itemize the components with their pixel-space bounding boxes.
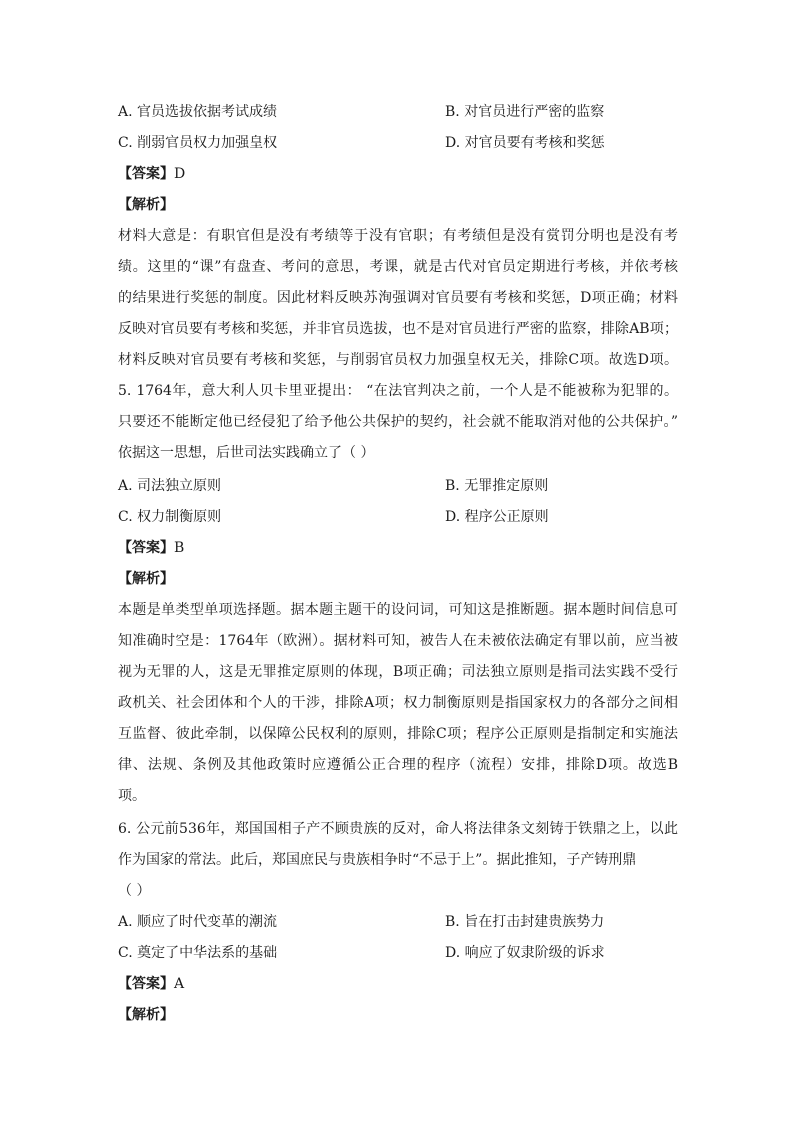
q6-option-a: A. 顺应了时代变革的潮流 [118,914,278,930]
q6-answer [118,974,678,994]
q4-answer-value: D [174,166,186,182]
q5-stem-line: 只要还不能断定他已经侵犯了给予他公共保护的契约，社会就不能取消对他的公共保护。” [118,414,678,430]
q6-stem-line: 作为国家的常法。此后，郑国庶民与贵族相争时“不忌于上”。据此推知，子产铸刑鼎 [118,852,637,868]
q5-stem-line: 依据这一思想，后世司法实践确立了（ ） [118,445,375,461]
q5-analysis-line: 视为无罪的人，这是无罪推定原则的体现，B项正确；司法独立原则是指司法实践不受行 [118,664,678,680]
q6-answer-value: A [174,976,185,992]
q5-answer-value: B [174,540,185,556]
q5-option-d: D. 程序公正原则 [445,509,549,525]
q4-analysis-line: 的结果进行奖惩的制度。因此材料反映苏洵强调对官员要有考核和奖惩，D项正确；材料 [118,290,678,306]
q4-option-c: C. 削弱官员权力加强皇权 [118,135,278,151]
q4-analysis-line: 反映对官员要有考核和奖惩，并非官员选拔，也不是对官员进行严密的监察，排除AB项； [118,321,678,337]
q5-option-a: A. 司法独立原则 [118,478,222,494]
q5-analysis-label: 【解析】 [118,571,174,587]
q4-analysis-line: 绩。这里的“课”有盘查、考问的意思，考课，就是古代对官员定期进行考核，并依考核 [118,259,678,275]
q6-option-c: C. 奠定了中华法系的基础 [118,945,278,961]
q5-answer [118,538,678,558]
q5-analysis-line: 律、法规、条例及其他政策时应遵循公正合理的程序（流程）安排，排除D项。故选B [118,757,678,773]
q4-analysis-line: 材料反映对官员要有考核和奖惩，与削弱官员权力加强皇权无关，排除C项。故选D项。 [118,352,678,368]
q4-option-a: A. 官员选拔依据考试成绩 [118,104,278,120]
q5-answer-label: 【答案】 [118,540,174,556]
q5-analysis-line: 本题是单类型单项选择题。据本题主题干的设问词，可知这是推断题。据本题时间信息可 [118,602,678,618]
q5-stem-line: 5. 1764年，意大利人贝卡里亚提出： “在法官判决之前，一个人是不能被称为犯罪的。 [118,383,678,399]
q4-answer-label: 【答案】 [118,166,174,182]
q5-analysis-line: 互监督、彼此牵制，以保障公民权利的原则，排除C项；程序公正原则是指制定和实施法 [118,726,678,742]
q5-analysis-line: 政机关、社会团体和个人的干涉，排除A项；权力制衡原则是指国家权力的各部分之间相 [118,695,678,711]
q4-analysis-label: 【解析】 [118,197,174,213]
q6-stem-line: （ ） [118,883,151,899]
q6-analysis-label: 【解析】 [118,1007,174,1023]
q6-stem-line: 6. 公元前536年，郑国国相子产不顾贵族的反对，命人将法律条文刻铸于铁鼎之上，以此 [118,821,678,837]
q4-analysis-line: 材料大意是：有职官但是没有考绩等于没有官职；有考绩但是没有赏罚分明也是没有考 [118,228,678,244]
q4-option-b: B. 对官员进行严密的监察 [445,104,605,120]
q5-option-c: C. 权力制衡原则 [118,509,222,525]
q5-option-b: B. 无罪推定原则 [445,478,549,494]
q6-option-d: D. 响应了奴隶阶级的诉求 [445,945,605,961]
q5-analysis-line: 知准确时空是：1764年（欧洲）。据材料可知，被告人在未被依法确定有罪以前，应当被 [118,633,678,649]
q6-option-b: B. 旨在打击封建贵族势力 [445,914,605,930]
q4-option-d: D. 对官员要有考核和奖惩 [445,135,605,151]
q5-analysis-line: 项。 [118,788,146,804]
q6-answer-label: 【答案】 [118,976,174,992]
q4-answer [118,164,678,184]
